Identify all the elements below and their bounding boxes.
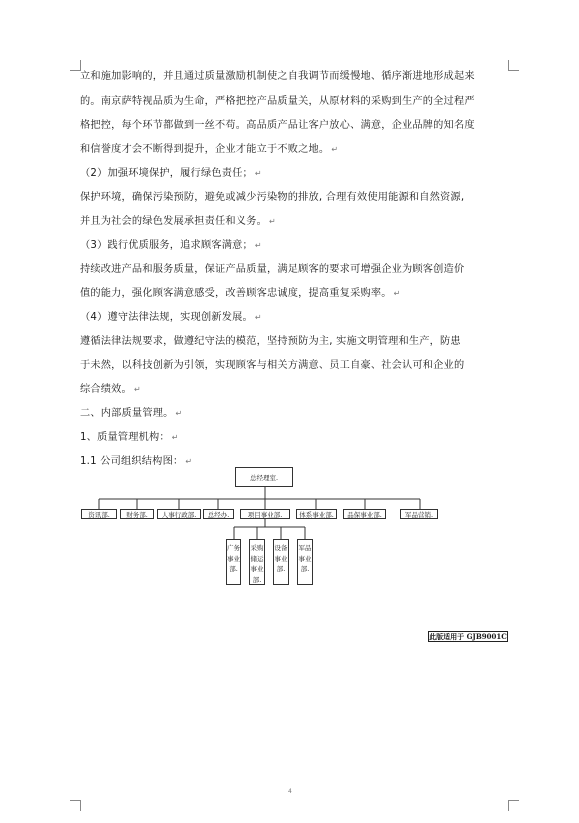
org-box-dept: 人事行政部. bbox=[157, 509, 201, 519]
paragraph-line: 值的能力，强化顾客满意感受，改善顾客忠诚度，提高重复采购率。 ↵ bbox=[80, 288, 401, 299]
paragraph-line: 综合绩效。 ↵ bbox=[80, 384, 141, 395]
org-box-subunit: 设备事业部. bbox=[273, 539, 289, 585]
paragraph-line: 并且为社会的绿色发展承担责任和义务。 ↵ bbox=[80, 216, 276, 227]
paragraph-line: 立和施加影响的，并且通过质量激励机制使之自我调节而缓慢地、循序渐进地形成起来 bbox=[80, 71, 475, 82]
applicability-stamp: 此版适用于 GJB9001C bbox=[429, 631, 507, 641]
paragraph-mark: ↵ bbox=[254, 241, 262, 250]
section-heading: （2）加强环境保护，履行绿色责任； ↵ bbox=[80, 168, 262, 179]
paragraph-mark: ↵ bbox=[268, 217, 276, 226]
page-number: 4 bbox=[288, 788, 292, 795]
org-box-subunit: 广务事业部. bbox=[226, 539, 241, 585]
paragraph-mark: ↵ bbox=[393, 289, 401, 298]
paragraph-mark: ↵ bbox=[171, 433, 179, 442]
paragraph-line: 遵循法律法规要求，做遵纪守法的模范，坚持预防为主, 实施文明管理和生产，防患 bbox=[80, 336, 461, 347]
org-box-dept: 财务部. bbox=[120, 509, 154, 519]
org-box-dept: 体系事业部. bbox=[296, 509, 337, 519]
paragraph-line: 于未然，以科技创新为引领，实现顾客与相关方满意、员工自豪、社会认可和企业的 bbox=[80, 360, 465, 371]
section-heading: （4）遵守法律法规，实现创新发展。 ↵ bbox=[80, 312, 262, 323]
paragraph-mark: ↵ bbox=[175, 409, 183, 418]
org-box-ceo-office: 总经理室. bbox=[235, 467, 293, 487]
paragraph-mark: ↵ bbox=[254, 169, 262, 178]
section-heading: 1、质量管理机构： ↵ bbox=[80, 432, 179, 443]
section-heading: 1.1 公司组织结构图： ↵ bbox=[80, 456, 193, 467]
org-box-dept: 总经办. bbox=[203, 509, 234, 519]
paragraph-line: 格把控，每个环节都做到一丝不苟。高品质产品让客户放心、满意，企业品牌的知名度 bbox=[80, 120, 475, 131]
paragraph-mark: ↵ bbox=[254, 313, 262, 322]
section-heading: （3）践行优质服务，追求顾客满意； ↵ bbox=[80, 240, 262, 251]
section-heading: 二、内部质量管理。 ↵ bbox=[80, 408, 183, 419]
org-box-subunit: 军品事业部. bbox=[297, 539, 313, 585]
paragraph-mark: ↵ bbox=[185, 457, 193, 466]
org-box-dept: 军品营销. bbox=[400, 509, 438, 519]
paragraph-mark: ↵ bbox=[133, 385, 141, 394]
org-box-dept: 资讯部. bbox=[81, 509, 117, 519]
org-box-dept: 项目事业部. bbox=[240, 509, 290, 519]
paragraph-line: 的。南京萨特视品质为生命，严格把控产品质量关，从原材料的采购到生产的全过程严 bbox=[80, 96, 475, 107]
org-box-dept: 品保事业部. bbox=[343, 509, 386, 519]
paragraph-mark: ↵ bbox=[331, 145, 339, 154]
paragraph-line: 持续改进产品和服务质量，保证产品质量，满足顾客的要求可增强企业为顾客创造价 bbox=[80, 264, 465, 275]
org-box-subunit: 采购储运事业部. bbox=[249, 539, 265, 585]
paragraph-line: 保护环境，确保污染预防，避免或减少污染物的排放, 合理有效使用能源和自然资源, bbox=[80, 192, 465, 203]
paragraph-line: 和信誉度才会不断得到提升，企业才能立于不败之地。 ↵ bbox=[80, 144, 339, 155]
